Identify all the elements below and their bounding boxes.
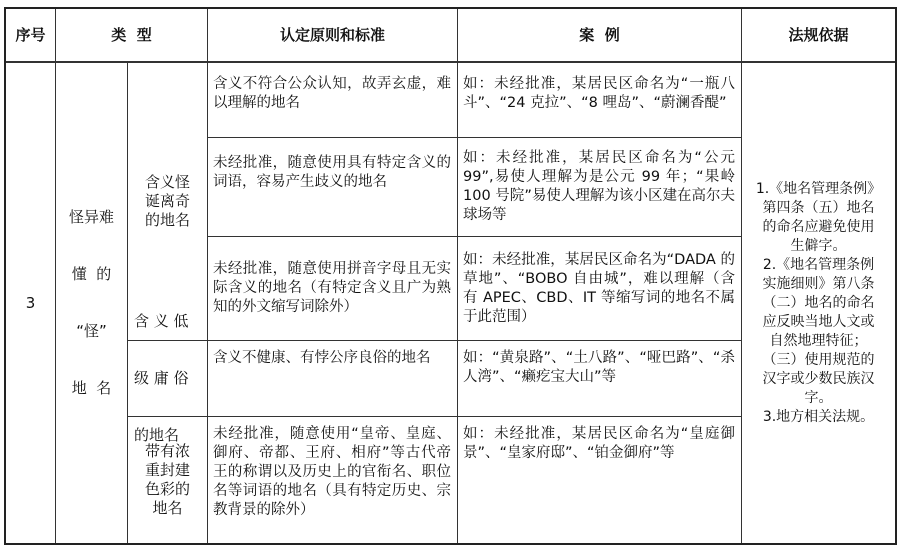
law-line: 应反映当地人文或 (762, 313, 875, 330)
subtype-line: 的地名 (134, 426, 180, 444)
header-case-label: 案 例 (579, 25, 620, 44)
header-type-label: 类 型 (111, 25, 152, 44)
case-text: 如：未经批准，某居民区命名为“一瓶八斗”、“24 克拉”、“8 哩岛”、“蔚澜香醍” (463, 76, 735, 111)
case-text: 如：未经批准，某居民区命名为“皇庭御景”、“皇家府邸”、“铂金御府”等 (463, 426, 735, 461)
law-line: 汉字或少数民族汉 (762, 370, 875, 387)
subtype-line: 诞离奇 (144, 192, 190, 210)
case-cell (458, 417, 741, 543)
case-cell (458, 341, 741, 416)
case-text: 如：“黄泉路”、“土八路”、“哑巴路”、“杀人湾”、“癞疙宝大山”等 (463, 350, 735, 385)
criteria-text: 未经批准，随意使用拼音字母且无实际含义的地名（有特定含义且广为熟知的外文缩写词除外） (213, 261, 451, 315)
criteria-cell (208, 417, 457, 543)
category-line: 怪异难 (68, 208, 114, 226)
subtype-line: 级 庸 俗 (134, 369, 189, 387)
law-line: 3.地方相关法规。 (762, 408, 875, 425)
criteria-cell (208, 341, 457, 416)
criteria-cell (208, 63, 457, 137)
subtype-line: 带有浓 (144, 442, 190, 460)
case-text: 如：未经批准，某居民区命名为“DADA 的草地”、“BOBO 自由城”，难以理解（含有 APEC、CBD、IT 等缩写词的地名不属于此范围） (463, 251, 735, 325)
criteria-text: 未经批准，随意使用具有特定含义的词语，容易产生歧义的地名 (213, 155, 451, 190)
criteria-text: 未经批准，随意使用“皇帝、皇庭、御府、帝都、王府、相府”等古代帝王的称谓以及历史上的官衔名、职位名等词语的地名（具有特定历史、宗教背景的除外） (213, 426, 451, 518)
header-law-label: 法规依据 (788, 25, 849, 44)
law-line: 第四条（五）地名 (762, 199, 875, 216)
case-cell (458, 237, 741, 340)
header-no-label: 序号 (15, 25, 46, 44)
criteria-cell (208, 138, 457, 236)
law-line: （二）地名的命名 (762, 294, 875, 311)
category-label (69, 170, 114, 436)
criteria-text: 含义不健康、有悖公序良俗的地名 (213, 350, 431, 366)
category-line: “怪” (76, 322, 107, 340)
law-line: （三）使用规范的 (762, 351, 875, 368)
subtype-line: 色彩的 (144, 480, 190, 498)
row-number-value: 3 (25, 293, 36, 312)
header-criteria-label: 认定原则和标准 (279, 25, 385, 44)
subtype-cell-vulgar (128, 312, 207, 444)
case-cell (458, 63, 741, 137)
header-law (742, 9, 895, 61)
criteria-cell (208, 237, 457, 340)
row-number (6, 63, 55, 543)
law-line: 字。 (804, 389, 833, 406)
subtype-line: 含义怪 (144, 173, 190, 191)
law-line: 的命名应避免使用 (762, 218, 875, 235)
subtype-line: 含 义 低 (134, 312, 189, 330)
category-line: 懂 的 (71, 265, 112, 283)
subtype-line: 的地名 (144, 211, 190, 229)
case-cell (458, 138, 741, 236)
criteria-text: 含义不符合公众认知，故弄玄虚，难以理解的地名 (213, 76, 451, 111)
header-criteria (208, 9, 457, 61)
header-type (56, 9, 207, 61)
header-no (6, 9, 55, 61)
regulation-table (4, 7, 897, 545)
law-line: 2.《地名管理条例 (762, 256, 875, 273)
law-basis-cell (742, 63, 895, 543)
law-line: 实施细则》第八条 (762, 275, 875, 292)
case-text: 如：未经批准，某居民区命名为“公元 99”,易使人理解为是公元 99 年；“果岭 100 号院”易使人理解为该小区建在高尔夫球场等 (463, 150, 735, 223)
category-line: 地 名 (71, 379, 112, 397)
law-line: 自然地理特征； (769, 332, 868, 349)
law-line: 生僻字。 (790, 237, 847, 254)
subtype-line: 重封建 (144, 461, 190, 479)
subtype-line: 地名 (152, 499, 183, 517)
header-case (458, 9, 741, 61)
law-line: 1.《地名管理条例》 (755, 180, 882, 197)
subtype-cell-feudal (128, 417, 207, 543)
category-cell (56, 63, 127, 543)
